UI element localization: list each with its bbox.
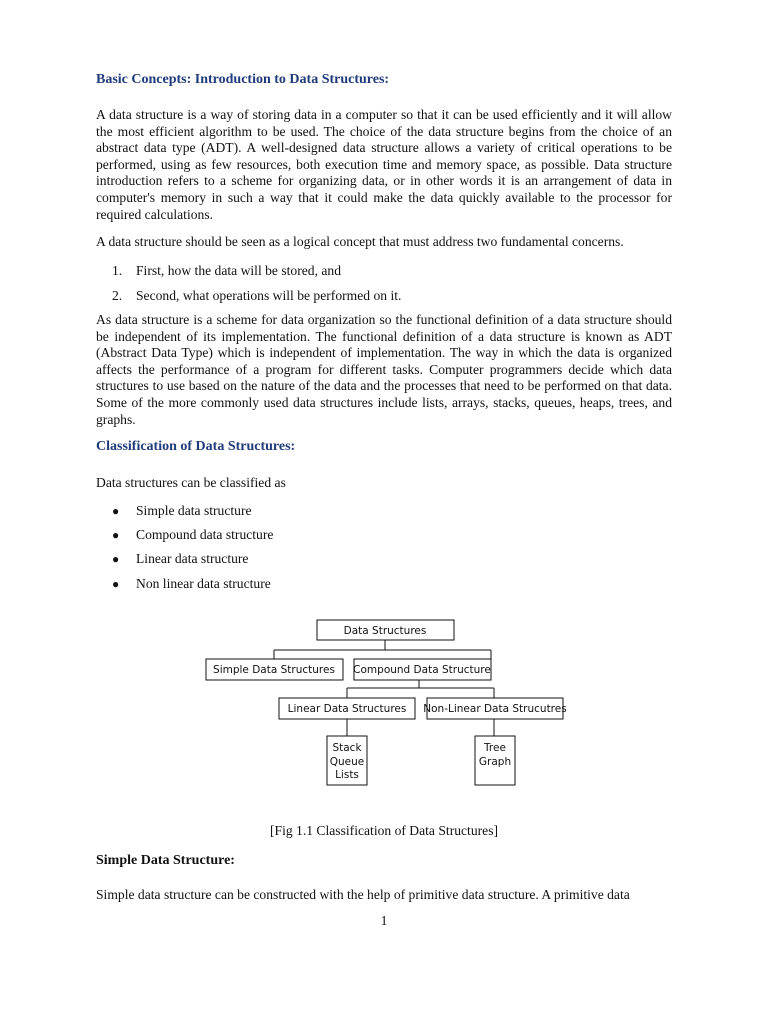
concern-item bbox=[112, 288, 401, 305]
list-item-text: Non linear data structure bbox=[136, 576, 271, 591]
concern-item bbox=[112, 263, 341, 280]
classification-item bbox=[112, 503, 252, 520]
node-simple: Simple Data Structures bbox=[213, 664, 335, 676]
page-number: 1 bbox=[380, 913, 388, 928]
node-stack: Stack bbox=[332, 742, 362, 754]
intro-paragraph-3: As data structure is a scheme for data organization so the functional definition of a data structure should be independent of its implementation. The functional definition of a data structure is known as ADT (Abstract Data Type) which is independent of implementation. The way in which the data is organized affects the performance of a program for different tasks. Computer programmers decide which data structures to use based on the nature of the data and the processes that need to be performed on that data. Some of the more commonly used data structures include lists, arrays, stacks, queues, heaps, trees, and graphs. bbox=[96, 312, 672, 427]
node-queue: Queue bbox=[329, 756, 365, 768]
bullet-icon: ● bbox=[112, 528, 120, 542]
node-nonlinear: Non-Linear Data Strucutres bbox=[423, 703, 567, 715]
list-item-text: Simple data structure bbox=[136, 503, 252, 518]
list-number: 2. bbox=[112, 288, 123, 303]
diagram-connectors bbox=[274, 640, 494, 736]
node-compound: Compound Data Structure bbox=[353, 664, 491, 676]
classification-intro: Data structures can be classified as bbox=[96, 475, 286, 490]
classification-item bbox=[112, 527, 273, 544]
list-item-text: Compound data structure bbox=[136, 527, 274, 542]
classification-item bbox=[112, 551, 248, 568]
list-number: 1. bbox=[112, 263, 123, 278]
simple-heading: Simple Data Structure: bbox=[96, 853, 235, 868]
list-item-text: Linear data structure bbox=[136, 551, 249, 566]
classification-diagram bbox=[96, 610, 672, 800]
figure-caption: [Fig 1.1 Classification of Data Structures] bbox=[269, 823, 499, 838]
simple-paragraph: Simple data structure can be constructed with the help of primitive data structure. A primitive data bbox=[96, 887, 630, 902]
bullet-icon: ● bbox=[112, 552, 120, 566]
node-graph: Graph bbox=[478, 756, 512, 768]
page-title: Basic Concepts: Introduction to Data Structures: bbox=[96, 72, 390, 87]
classification-heading: Classification of Data Structures: bbox=[96, 439, 296, 454]
bullet-icon: ● bbox=[112, 504, 120, 518]
document-page bbox=[96, 0, 672, 1024]
list-item-text: Second, what operations will be performed on it. bbox=[136, 288, 402, 303]
intro-paragraph-2: A data structure should be seen as a logical concept that must address two fundamental concerns. bbox=[96, 234, 624, 249]
node-tree: Tree bbox=[484, 742, 506, 754]
node-lists: Lists bbox=[335, 769, 359, 781]
classification-item bbox=[112, 576, 271, 593]
intro-paragraph-1: A data structure is a way of storing data in a computer so that it can be used efficiently and it will allow the most efficient algorithm to be used. The choice of the data structure begins from the choice of an abstract data type (ADT). A well-designed data structure allows a variety of critical operations to be performed, using as few resources, both execution time and memory space, as possible. Data structure introduction refers to a scheme for organizing data, or in other words it is an arrangement of data in computer's memory in such a way that it could make the data quickly available to the processor for required calculations. bbox=[96, 107, 672, 222]
list-item-text: First, how the data will be stored, and bbox=[136, 263, 342, 278]
node-linear: Linear Data Structures bbox=[287, 703, 407, 715]
bullet-icon: ● bbox=[112, 577, 120, 591]
node-root: Data Structures bbox=[343, 625, 427, 637]
